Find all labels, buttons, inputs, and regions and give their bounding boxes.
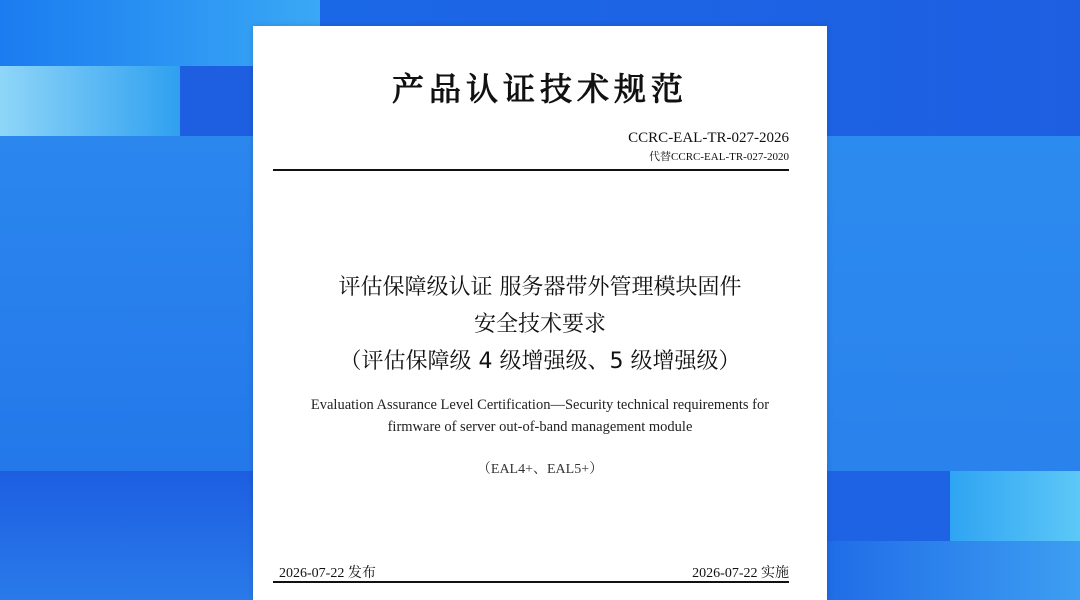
background-tile <box>0 136 260 471</box>
replaces-code: 代替CCRC-EAL-TR-027-2020 <box>649 151 789 163</box>
document-cover <box>253 26 827 600</box>
footer-divider <box>273 581 789 583</box>
chinese-title-line-1: 评估保障级认证 服务器带外管理模块固件 <box>338 275 742 300</box>
publish-date: 2026-07-22 发布 <box>279 566 376 581</box>
background-tile <box>820 136 1080 471</box>
chinese-title-line-2: 安全技术要求 <box>473 312 606 337</box>
english-title-line-2: firmware of server out-of-band management module <box>387 419 693 435</box>
effective-date: 2026-07-22 实施 <box>692 566 789 581</box>
background-tile <box>0 471 260 600</box>
background-tile <box>0 66 180 136</box>
header-divider <box>273 169 789 171</box>
chinese-title-line-3: （评估保障级 4 级增强级、5 级增强级） <box>339 349 741 374</box>
english-title-line-1: Evaluation Assurance Level Certification—Security technical requirements for <box>310 397 770 413</box>
document-code: CCRC-EAL-TR-027-2026 <box>628 130 789 146</box>
background-tile <box>180 66 260 136</box>
background-tile <box>950 471 1080 541</box>
background-tile <box>820 541 1080 600</box>
document-header-title: 产品认证技术规范 <box>391 70 688 108</box>
eal-levels: （EAL4+、EAL5+） <box>476 462 604 477</box>
